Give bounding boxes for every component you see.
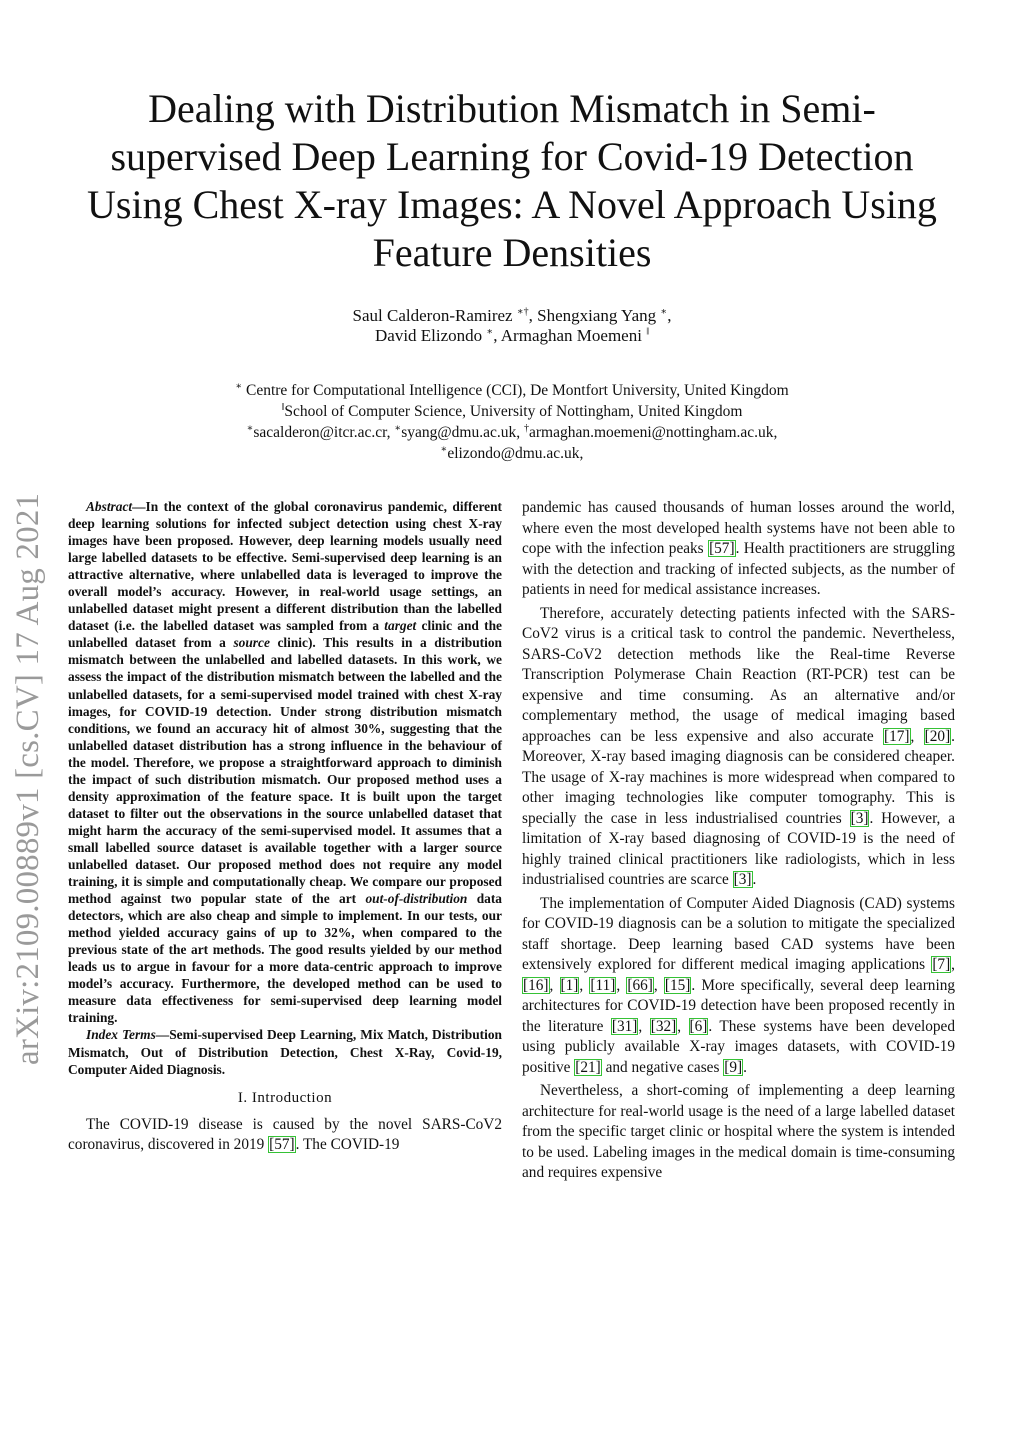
email-address: syang@dmu.ac.uk,	[401, 424, 524, 441]
citation-link[interactable]: [1]	[560, 976, 579, 994]
citation-link[interactable]: [66]	[627, 976, 653, 994]
index-terms-lead: Index Terms	[86, 1027, 156, 1043]
author-name: , Shengxiang Yang	[528, 306, 661, 325]
author-name: Saul Calderon-Ramirez	[352, 306, 517, 325]
abstract-text: data detectors, which are also cheap and simple to implement. In our tests, our method yielded accuracy gains of up to 32%, when compared to the previous state of the art methods. The good results yielded by our method leads us to argue in favour for a more data-centric approach to improve model’s accuracy. Furthermore, the developed method can be used to measure data effectiveness for semi-supervised deep learning model training.	[68, 891, 503, 1026]
affiliation-2	[120, 401, 904, 422]
citation-separator: ,	[951, 956, 955, 973]
citation-link[interactable]: [9]	[724, 1058, 743, 1076]
affiliation-marker: ‖	[281, 401, 285, 413]
abstract-emphasis: out-of-distribution	[365, 891, 468, 907]
author-marker: ∗	[660, 306, 668, 318]
abstract-emphasis: target	[384, 618, 417, 634]
citation-link[interactable]: [20]	[924, 727, 951, 745]
citation-separator: ,	[579, 976, 590, 994]
affiliation-text: Centre for Computational Intelligence (CCI), De Montfort University, United Kingdom	[242, 382, 789, 399]
paragraph-text: Therefore, accurately detecting patients infected with the SARS-CoV2 virus is a critical task to control the pandemic. Nevertheless, SARS-CoV2 detection methods like the Real-time Reverse Transcription Polymerase Chain Reaction (RT-PCR) test can be expensive and time consuming. As an alternative and/or complementary method, the usage of medical imaging based approaches can be less expensive and also accurate	[522, 604, 955, 745]
author-name: David Elizondo	[375, 326, 487, 345]
intro-paragraph	[68, 1115, 502, 1156]
paragraph-text: and negative cases	[601, 1058, 724, 1076]
author-marker: ‖	[646, 326, 649, 338]
paragraph-text: . Moreover, X-ray based imaging diagnosis can be considered cheaper. The usage of X-ray machines is more widespread when compared to other imaging technologies like computer tomography. This is specially the case in less industrialised countries	[522, 727, 955, 827]
citation-separator: ,	[638, 1017, 650, 1035]
citation-separator: ,	[653, 976, 664, 994]
abstract-lead: Abstract	[86, 499, 133, 514]
citation-link[interactable]: [15]	[664, 976, 691, 994]
citation-separator: ,	[910, 727, 924, 745]
email-line-2	[120, 443, 904, 464]
paragraph-text: . Health practitioners are struggling with the detection and tracking of infected subjects, as the number of patients in need for medical assistance increases.	[522, 540, 956, 598]
paragraph-text: The implementation of Computer Aided Diagnosis (CAD) systems for COVID-19 diagnosis can be a solution to mitigate the specialized staff shortage. Deep learning based CAD systems have been extensively explored for different medical imaging applications	[522, 894, 955, 973]
citation-link[interactable]: [7]	[932, 956, 951, 973]
email-address: sacalderon@itcr.ac.cr,	[253, 424, 395, 441]
body-paragraph-2	[522, 604, 955, 891]
author-line-1	[150, 305, 874, 326]
abstract-emphasis: source	[233, 635, 270, 651]
affiliation-marker: ∗	[235, 380, 243, 392]
paragraph-text: .	[743, 1058, 747, 1076]
author-marker: ∗	[486, 326, 494, 338]
paragraph-text: . The COVID-19	[295, 1136, 400, 1154]
paragraph-text: Nevertheless, a short-coming of implementing a deep learning architecture for real-world usage is the need of a large labelled dataset from the specific target clinic or hospital where the system is intended to be used. Labeling images in the medical domain is time-consuming and requires expensive	[522, 1082, 955, 1181]
abstract-text: clinic). This results in a distribution mismatch between the unlabelled and labelled datasets. In this work, we assess the impact of the distribution mismatch between the labelled and the unlabelled datasets, for a semi-supervised model trained with chest X-ray images, for COVID-19 detection. Under strong distribution mismatch conditions, we found an accuracy hit of almost 30%, suggesting that the unlabelled dataset distribution has a strong influence in the behaviour of the model. Therefore, we propose a straightforward approach to diminish the impact of such distribution mismatch. Our proposed method uses a density approximation of the feature space. It is built upon the target dataset to filter out the observations in the source unlabelled dataset that might harm the accuracy of the semi-supervised model. It assumes that a small labelled source dataset is available together with a larger source unlabelled dataset. Our proposed method does not require any model training, it is simple and computationally cheap. We compare our proposed method against two popular state of the art	[68, 635, 502, 907]
paragraph-text: .	[752, 871, 757, 888]
author-line-2	[150, 325, 874, 346]
citation-link[interactable]: [31]	[611, 1017, 638, 1035]
paragraph-text: . These systems have been developed using publicly available X-ray images datasets, with COVID-19 positive	[522, 1017, 955, 1076]
author-separator: ,	[667, 306, 672, 325]
email-marker: †	[523, 422, 529, 434]
arxiv-identifier: arXiv:2109.00889v1 [cs.CV] 17 Aug 2021	[10, 492, 46, 1065]
citation-link[interactable]: [3]	[850, 809, 869, 827]
citation-link[interactable]: [32]	[650, 1017, 677, 1035]
author-name: , Armaghan Moemeni	[493, 326, 647, 345]
paper-title: Dealing with Distribution Mismatch in Semi-supervised Deep Learning for Covid-19 Detection Using Chest X-ray Images: A Novel Approach Using Feature Densities	[87, 86, 937, 275]
email-address: elizondo@dmu.ac.uk,	[447, 445, 584, 462]
paragraph-text: . More specifically, several deep learning architectures for COVID-19 detection have been proposed recently in the literature	[522, 976, 955, 1035]
body-paragraph-3	[522, 894, 955, 1079]
body-paragraph-4	[522, 1081, 955, 1184]
email-marker: ∗	[440, 443, 448, 455]
citation-separator: ,	[616, 976, 627, 994]
right-column	[522, 498, 955, 1187]
citation-link[interactable]: [21]	[575, 1058, 601, 1076]
citation-link[interactable]: [57]	[269, 1136, 295, 1154]
index-terms-text: —Semi-supervised Deep Learning, Mix Match, Distribution Mismatch, Out of Distribution Detection, Chest X-Ray, Covid-19, Computer Aided Diagnosis.	[68, 1027, 502, 1077]
author-marker: ∗†	[516, 306, 529, 318]
citation-link[interactable]: [16]	[523, 976, 549, 994]
abstract-text: clinic and the unlabelled dataset from a	[68, 618, 502, 651]
email-address: armaghan.moemeni@nottingham.ac.uk,	[528, 424, 778, 441]
citation-link[interactable]: [3]	[733, 871, 752, 888]
email-line-1	[120, 422, 904, 443]
affiliation-text: School of Computer Science, University of Nottingham, United Kingdom	[284, 403, 743, 420]
paragraph-text: . However, a limitation of X-ray based diagnosing of COVID-19 is the need of highly trained clinical practitioners like radiologists, which in less industrialised countries are scarce	[522, 809, 956, 888]
citation-link[interactable]: [17]	[884, 727, 910, 745]
citation-link[interactable]: [6]	[689, 1017, 708, 1035]
email-marker: ∗	[394, 422, 402, 434]
abstract-text: —In the context of the global coronavirus pandemic, different deep learning solutions for infected subject detection using chest X-ray images have been proposed. However, deep learning models usually need large labelled datasets to be effective. Semi-supervised deep learning is an attractive alternative, where unlabelled data is leveraged to improve the overall model’s accuracy. However, in real-world usage settings, an unlabelled dataset might present a different distribution than the labelled dataset (i.e. the labelled dataset was sampled from a	[68, 499, 502, 634]
left-column	[68, 498, 502, 1159]
body-paragraph-1	[522, 498, 955, 601]
citation-link[interactable]: [57]	[709, 540, 735, 557]
abstract	[68, 498, 502, 1026]
citation-separator: ,	[677, 1017, 689, 1035]
index-terms	[68, 1026, 502, 1077]
paragraph-text: pandemic has caused thousands of human losses around the world, where even the most developed health systems have not been able to cope with the infection peaks	[522, 499, 955, 557]
email-marker: ∗	[246, 422, 254, 434]
affiliation-1	[120, 380, 904, 401]
section-heading-introduction: I. Introduction	[237, 1089, 333, 1106]
citation-separator: ,	[549, 976, 560, 994]
citation-link[interactable]: [11]	[590, 976, 616, 994]
paragraph-text: The COVID-19 disease is caused by the novel SARS-CoV2 coronavirus, discovered in 2019	[68, 1115, 502, 1154]
